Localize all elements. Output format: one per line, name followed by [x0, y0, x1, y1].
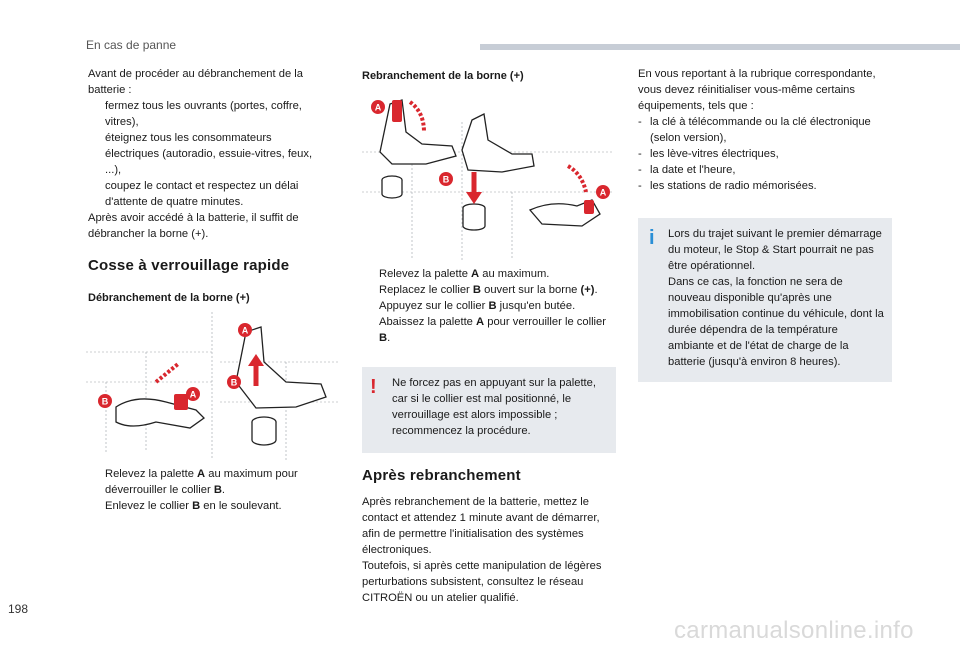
figure-debranchement — [86, 312, 338, 460]
list-item: - les stations de radio mémorisées. — [638, 180, 817, 192]
label-a: A — [599, 187, 607, 198]
column-1 — [88, 66, 328, 242]
header-bar — [480, 44, 960, 50]
list-item: éteignez tous les consommateurs électriques (autoradio, essuie-vitres, feux, ...), — [105, 132, 313, 176]
label-a: A — [189, 389, 197, 400]
red-clip-a — [174, 394, 188, 410]
label-b: B — [101, 396, 109, 407]
paragraph: Toutefois, si après cette manipulation de légères perturbations subsistent, consultez le réseau CITROËN ou un atelier qualifié. — [362, 560, 602, 604]
fig-steps-1 — [88, 466, 328, 514]
warning-box — [362, 367, 616, 453]
warning-text: Ne forcez pas en appuyant sur la palette, car si le collier est mal positionné, le verrouillage est alors impossible ; recommencez la procédure. — [392, 377, 596, 437]
intro-text: Avant de procéder au débranchement de la batterie : — [88, 68, 303, 96]
info-text: Lors du trajet suivant le premier démarrage du moteur, le Stop & Start pourrait ne pas être opérationnel. Dans ce cas, la fonction ne sera de nouveau disponible qu'après une immobilisation continue du véhicule, dont la durée dépendra de la température ambiante et de l'état de charge de la batterie (jusqu'à environ 8 heures). — [668, 228, 884, 368]
red-clip-a — [584, 200, 594, 214]
section-heading: Après rebranchement — [362, 467, 521, 484]
arrow-up-icon — [156, 364, 178, 382]
info-icon: i — [649, 227, 655, 249]
red-clip-a — [392, 100, 402, 122]
page-number: 198 — [8, 602, 29, 616]
arrow-icon — [410, 102, 424, 132]
info-box — [638, 218, 892, 382]
intro-text: En vous reportant à la rubrique correspondante, vous devez réinitialiser vous-même certains équipements, tels que : — [638, 68, 876, 112]
paragraph: Après rebranchement de la batterie, mettez le contact et attendez 1 minute avant de démarrer, afin de permettre l'initialisation des systèmes électroniques. — [362, 496, 600, 556]
label-b: B — [442, 174, 450, 185]
arrow-icon — [568, 166, 586, 192]
after-reconnect-text — [362, 494, 614, 606]
list-item: fermez tous les ouvrants (portes, coffre, vitres), — [105, 100, 302, 128]
list-item: Abaissez la palette A pour verrouiller le collier B. — [379, 316, 606, 344]
subheading: Rebranchement de la borne (+) — [362, 70, 524, 82]
list-item: - les lève-vitres électriques, — [638, 148, 779, 160]
list-item: Relevez la palette A au maximum pour déverrouiller le collier B. — [105, 468, 298, 496]
section-heading: Cosse à verrouillage rapide — [88, 257, 290, 274]
label-b: B — [230, 377, 238, 388]
watermark: carmanualsonline.info — [674, 617, 914, 644]
fig-steps-2 — [362, 266, 618, 346]
list-item: - la date et l'heure, — [638, 164, 736, 176]
warning-icon: ! — [370, 376, 377, 398]
section-title: En cas de panne — [86, 38, 177, 52]
column-3 — [638, 66, 892, 194]
label-a: A — [241, 325, 249, 336]
list-item: - la clé à télécommande ou la clé électronique (selon version), — [638, 116, 871, 144]
list-item: coupez le contact et respectez un délai d'attente de quatre minutes. — [105, 180, 299, 208]
list-item: Enlevez le collier B en le soulevant. — [105, 500, 282, 512]
label-a: A — [374, 102, 382, 113]
outro-text: Après avoir accédé à la batterie, il suffit de débrancher la borne (+). — [88, 212, 299, 240]
list-item: Relevez la palette A au maximum. — [379, 268, 550, 280]
subheading: Débranchement de la borne (+) — [88, 292, 250, 304]
list-item: Replacez le collier B ouvert sur la borne (+). — [379, 284, 598, 296]
figure-rebranchement — [362, 92, 614, 260]
list-item: Appuyez sur le collier B jusqu'en butée. — [379, 300, 576, 312]
